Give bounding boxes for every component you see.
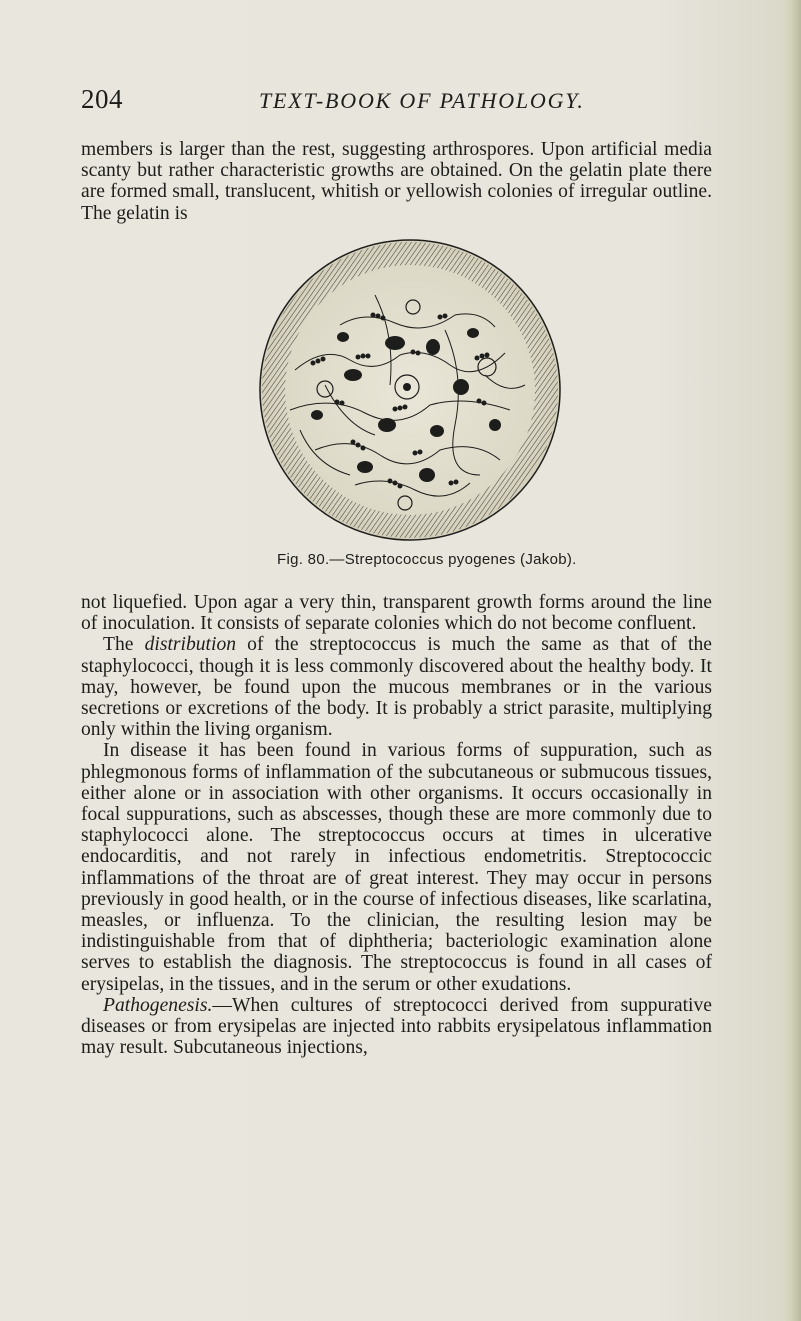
running-title: TEXT-BOOK OF PATHOLOGY. (259, 88, 585, 113)
top-text-block (81, 139, 712, 224)
paragraph-3: In disease it has been found in various forms of suppuration, such as phlegmonous forms of inflammation of the subcutaneous or submucous tissues, either alone or in association with other organisms. It occurs occasionally in focal suppurations, such as abscesses, though these are more commonly due to staphylococci alone. The streptococcus occurs at times in ulcerative endocarditis, and not rarely in infectious endometritis. Streptococcic inflammations of the throat are of great interest. They may occur in persons previously in good health, or in the course of infectious diseases, like scarlatina, measles, or influenza. To the clinician, the resulting lesion may be indistinguishable from that of diphtheria; bacteriologic examination alone serves to establish the diagnosis. The streptococcus is found in all cases of erysipelas, in the tissues, and in the serum or other exudations. (81, 740, 712, 995)
page-edge-shadow (783, 0, 801, 1321)
main-text-block (81, 592, 712, 1058)
paragraph-4 (81, 995, 712, 1059)
paragraph-1: not liquefied. Upon agar a very thin, transparent growth forms around the line of inoculation. It consists of separate colonies which do not become confluent. (81, 592, 712, 635)
continued-paragraph: members is larger than the rest, suggesting arthrospores. Upon artificial media scanty but rather characteristic growths are obtained. On the gelatin plate there are formed small, translucent, whitish or yellowish colonies of irregular outline. The gelatin is (81, 139, 712, 224)
paragraph-2-pre: The (103, 634, 145, 656)
paragraph-4-post: —When cultures of streptococci derived from suppurative diseases or from erysipelas are injected into rabbits erysipelatous inflammation may result. Subcutaneous injections, (81, 994, 712, 1059)
paragraph-2 (81, 634, 712, 740)
paragraph-4-italic: Pathogenesis. (103, 994, 213, 1016)
microscope-field-illustration (255, 235, 565, 545)
page-number: 204 (81, 84, 123, 114)
paragraph-2-post: of the streptococcus is much the same as that of the staphylococci, though it is less commonly discovered about the healthy body. It may, however, be found upon the mucous membranes or in the various secretions or excretions of the body. It is probably a strict parasite, multiplying only within the living organism. (81, 634, 712, 741)
streptococcus-figure (255, 235, 565, 545)
figure-caption: Fig. 80.—Streptococcus pyogenes (Jakob). (277, 551, 577, 568)
page-header (0, 82, 801, 122)
paragraph-2-italic: distribution (144, 634, 237, 656)
